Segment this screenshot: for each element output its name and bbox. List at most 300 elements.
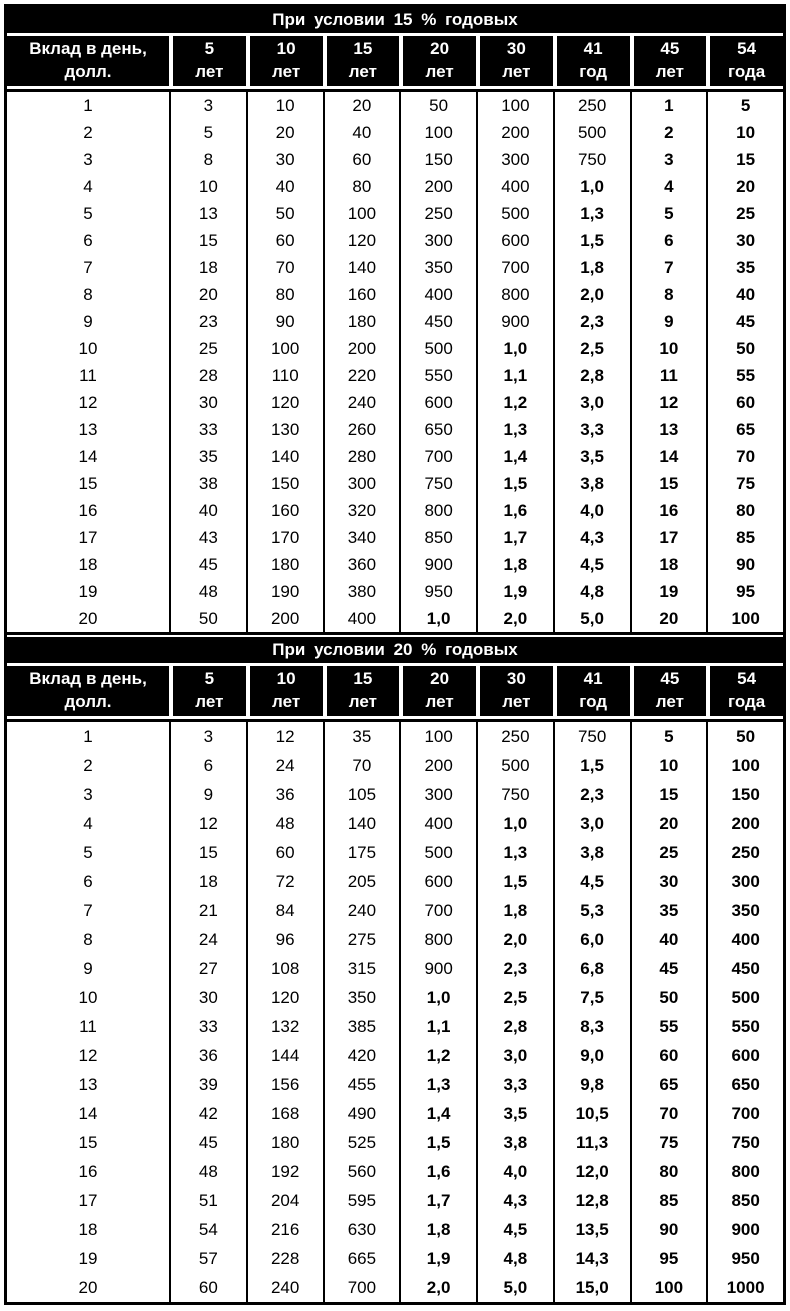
accumulated-sum-value: 57 (169, 1244, 246, 1273)
accumulated-sum-value: 2,3 (553, 780, 630, 809)
accumulated-sum-value: 220 (323, 362, 400, 389)
accumulated-sum-value: 500 (476, 200, 553, 227)
accumulated-sum-value: 1,0 (399, 605, 476, 632)
deposit-per-day-value: 3 (7, 146, 169, 173)
accumulated-sum-value: 100 (399, 119, 476, 146)
accumulated-sum-value: 12,8 (553, 1186, 630, 1215)
accumulated-sum-value: 45 (630, 954, 707, 983)
accumulated-sum-value: 7,5 (553, 983, 630, 1012)
accumulated-sum-value: 650 (399, 416, 476, 443)
accumulated-sum-value: 25 (630, 838, 707, 867)
year-column-header: 41 год (557, 36, 630, 86)
accumulated-sum-value: 5 (630, 722, 707, 751)
accumulated-sum-value: 1,2 (476, 389, 553, 416)
accumulated-sum-value: 500 (553, 119, 630, 146)
accumulated-sum-value: 13,5 (553, 1215, 630, 1244)
accumulated-sum-value: 13 (630, 416, 707, 443)
accumulated-sum-value: 1,1 (399, 1012, 476, 1041)
accumulated-sum-value: 39 (169, 1070, 246, 1099)
accumulated-sum-value: 1,5 (476, 470, 553, 497)
accumulated-sum-value: 750 (706, 1128, 783, 1157)
accumulated-sum-value: 6 (169, 751, 246, 780)
accumulated-sum-value: 3,0 (553, 389, 630, 416)
accumulated-sum-value: 750 (476, 780, 553, 809)
accumulated-sum-value: 315 (323, 954, 400, 983)
accumulated-sum-value: 33 (169, 416, 246, 443)
accumulated-sum-value: 5 (630, 200, 707, 227)
accumulated-sum-value: 9 (630, 308, 707, 335)
deposit-per-day-value: 12 (7, 389, 169, 416)
accumulated-sum-value: 85 (630, 1186, 707, 1215)
accumulated-sum-value: 900 (476, 308, 553, 335)
accumulated-sum-value: 600 (399, 389, 476, 416)
deposit-per-day-value: 17 (7, 1186, 169, 1215)
accumulated-sum-value: 280 (323, 443, 400, 470)
accumulated-sum-value: 320 (323, 497, 400, 524)
accumulated-sum-value: 132 (246, 1012, 323, 1041)
accumulated-sum-value: 6 (630, 227, 707, 254)
accumulated-sum-value: 3,5 (553, 443, 630, 470)
accumulated-sum-value: 2,0 (399, 1273, 476, 1302)
accumulated-sum-value: 750 (399, 470, 476, 497)
year-column-header: 45 лет (634, 666, 707, 716)
accumulated-sum-value: 205 (323, 867, 400, 896)
accumulated-sum-value: 3,0 (476, 1041, 553, 1070)
accumulated-sum-value: 4,3 (476, 1186, 553, 1215)
accumulated-sum-value: 12 (246, 722, 323, 751)
accumulated-sum-value: 36 (246, 780, 323, 809)
accumulated-sum-value: 4 (630, 173, 707, 200)
accumulated-sum-value: 900 (706, 1215, 783, 1244)
accumulated-sum-value: 50 (706, 335, 783, 362)
accumulated-sum-value: 2,0 (553, 281, 630, 308)
accumulated-sum-value: 2,5 (476, 983, 553, 1012)
accumulated-sum-value: 130 (246, 416, 323, 443)
deposit-per-day-value: 19 (7, 1244, 169, 1273)
deposit-per-day-value: 9 (7, 308, 169, 335)
accumulated-sum-value: 4,0 (553, 497, 630, 524)
accumulated-sum-value: 500 (399, 335, 476, 362)
deposit-per-day-value: 17 (7, 524, 169, 551)
deposit-column-header: Вклад в день, долл. (7, 666, 169, 716)
accumulated-sum-value: 1,7 (476, 524, 553, 551)
accumulated-sum-value: 100 (476, 92, 553, 119)
deposit-per-day-value: 6 (7, 227, 169, 254)
accumulated-sum-value: 80 (323, 173, 400, 200)
accumulated-sum-value: 15 (169, 838, 246, 867)
deposit-per-day-value: 2 (7, 119, 169, 146)
table-body-20 (7, 722, 783, 1302)
table-body-15 (7, 92, 783, 632)
accumulated-sum-value: 3,0 (553, 809, 630, 838)
accumulated-sum-value: 160 (323, 281, 400, 308)
accumulated-sum-value: 190 (246, 578, 323, 605)
accumulated-sum-value: 90 (246, 308, 323, 335)
accumulated-sum-value: 65 (630, 1070, 707, 1099)
accumulated-sum-value: 300 (476, 146, 553, 173)
accumulated-sum-value: 9 (169, 780, 246, 809)
accumulated-sum-value: 10 (246, 92, 323, 119)
accumulated-sum-value: 51 (169, 1186, 246, 1215)
accumulated-sum-value: 1,5 (553, 227, 630, 254)
deposit-column-header: Вклад в день, долл. (7, 36, 169, 86)
accumulated-sum-value: 5,3 (553, 896, 630, 925)
accumulated-sum-value: 84 (246, 896, 323, 925)
accumulated-sum-value: 15,0 (553, 1273, 630, 1302)
accumulated-sum-value: 35 (630, 896, 707, 925)
accumulated-sum-value: 400 (323, 605, 400, 632)
deposit-per-day-value: 5 (7, 200, 169, 227)
deposit-per-day-value: 5 (7, 838, 169, 867)
table-header-20 (7, 663, 783, 719)
deposit-per-day-value: 11 (7, 362, 169, 389)
accumulated-sum-value: 500 (706, 983, 783, 1012)
accumulated-sum-value: 30 (169, 389, 246, 416)
accumulated-sum-value: 240 (323, 896, 400, 925)
accumulated-sum-value: 40 (706, 281, 783, 308)
accumulated-sum-value: 550 (399, 362, 476, 389)
deposit-per-day-value: 4 (7, 173, 169, 200)
accumulated-sum-value: 4,8 (476, 1244, 553, 1273)
accumulated-sum-value: 380 (323, 578, 400, 605)
accumulated-sum-value: 95 (630, 1244, 707, 1273)
deposit-per-day-value: 10 (7, 983, 169, 1012)
accumulated-sum-value: 1 (630, 92, 707, 119)
accumulated-sum-value: 1,0 (399, 983, 476, 1012)
accumulated-sum-value: 28 (169, 362, 246, 389)
accumulated-sum-value: 105 (323, 780, 400, 809)
accumulated-sum-value: 15 (706, 146, 783, 173)
accumulated-sum-value: 250 (553, 92, 630, 119)
accumulated-sum-value: 11,3 (553, 1128, 630, 1157)
accumulated-sum-value: 80 (246, 281, 323, 308)
deposit-per-day-value: 4 (7, 809, 169, 838)
accumulated-sum-value: 100 (706, 605, 783, 632)
table-20-percent (7, 637, 783, 1302)
accumulated-sum-value: 200 (706, 809, 783, 838)
accumulated-sum-value: 2,0 (476, 925, 553, 954)
accumulated-sum-value: 4,3 (553, 524, 630, 551)
accumulated-sum-value: 42 (169, 1099, 246, 1128)
accumulated-sum-value: 900 (399, 954, 476, 983)
year-column-header: 5 лет (173, 666, 246, 716)
accumulated-sum-value: 550 (706, 1012, 783, 1041)
accumulated-sum-value: 144 (246, 1041, 323, 1070)
accumulated-sum-value: 1,3 (399, 1070, 476, 1099)
accumulated-sum-value: 19 (630, 578, 707, 605)
deposit-per-day-value: 8 (7, 925, 169, 954)
accumulated-sum-value: 48 (169, 1157, 246, 1186)
accumulated-sum-value: 17 (630, 524, 707, 551)
accumulated-sum-value: 1,5 (553, 751, 630, 780)
accumulated-sum-value: 700 (323, 1273, 400, 1302)
accumulated-sum-value: 100 (630, 1273, 707, 1302)
accumulated-sum-value: 360 (323, 551, 400, 578)
accumulated-sum-value: 180 (246, 551, 323, 578)
deposit-per-day-value: 11 (7, 1012, 169, 1041)
year-column-header: 54 года (710, 666, 783, 716)
accumulated-sum-value: 45 (169, 1128, 246, 1157)
accumulated-sum-value: 15 (169, 227, 246, 254)
accumulated-sum-value: 20 (630, 605, 707, 632)
accumulated-sum-value: 120 (246, 389, 323, 416)
accumulated-sum-value: 9,0 (553, 1041, 630, 1070)
year-column-header: 15 лет (327, 666, 400, 716)
accumulated-sum-value: 750 (553, 146, 630, 173)
accumulated-sum-value: 400 (399, 809, 476, 838)
deposit-per-day-value: 13 (7, 1070, 169, 1099)
accumulated-sum-value: 140 (323, 809, 400, 838)
accumulated-sum-value: 1,0 (476, 335, 553, 362)
accumulated-sum-value: 140 (323, 254, 400, 281)
accumulated-sum-value: 80 (630, 1157, 707, 1186)
accumulated-sum-value: 20 (169, 281, 246, 308)
accumulated-sum-value: 300 (706, 867, 783, 896)
accumulated-sum-value: 36 (169, 1041, 246, 1070)
accumulated-sum-value: 250 (706, 838, 783, 867)
deposit-per-day-value: 16 (7, 497, 169, 524)
accumulated-sum-value: 3,3 (553, 416, 630, 443)
accumulated-sum-value: 5,0 (553, 605, 630, 632)
accumulated-sum-value: 700 (476, 254, 553, 281)
accumulated-sum-value: 228 (246, 1244, 323, 1273)
accumulated-sum-value: 650 (706, 1070, 783, 1099)
accumulated-sum-value: 500 (476, 751, 553, 780)
accumulated-sum-value: 48 (246, 809, 323, 838)
deposit-per-day-value: 15 (7, 1128, 169, 1157)
accumulated-sum-value: 340 (323, 524, 400, 551)
accumulated-sum-value: 800 (399, 497, 476, 524)
accumulated-sum-value: 4,0 (476, 1157, 553, 1186)
accumulated-sum-value: 15 (630, 780, 707, 809)
accumulated-sum-value: 110 (246, 362, 323, 389)
deposit-per-day-value: 18 (7, 551, 169, 578)
accumulated-sum-value: 192 (246, 1157, 323, 1186)
accumulated-sum-value: 60 (706, 389, 783, 416)
accumulated-sum-value: 600 (399, 867, 476, 896)
year-column-header: 10 лет (250, 36, 323, 86)
accumulated-sum-value: 1,6 (399, 1157, 476, 1186)
accumulated-sum-value: 7 (630, 254, 707, 281)
accumulated-sum-value: 168 (246, 1099, 323, 1128)
table-header-15 (7, 33, 783, 89)
accumulated-sum-value: 5 (706, 92, 783, 119)
accumulated-sum-value: 14,3 (553, 1244, 630, 1273)
accumulated-sum-value: 18 (169, 867, 246, 896)
accumulated-sum-value: 180 (323, 308, 400, 335)
table-title-15: При условии 15 % годовых (7, 7, 783, 33)
accumulated-sum-value: 14 (630, 443, 707, 470)
accumulated-sum-value: 4,5 (553, 551, 630, 578)
accumulated-sum-value: 700 (399, 896, 476, 925)
accumulated-sum-value: 300 (323, 470, 400, 497)
accumulated-sum-value: 170 (246, 524, 323, 551)
accumulated-sum-value: 1,8 (399, 1215, 476, 1244)
accumulated-sum-value: 800 (399, 925, 476, 954)
accumulated-sum-value: 96 (246, 925, 323, 954)
accumulated-sum-value: 350 (399, 254, 476, 281)
year-column-header: 41 год (557, 666, 630, 716)
accumulated-sum-value: 70 (323, 751, 400, 780)
accumulated-sum-value: 13 (169, 200, 246, 227)
accumulated-sum-value: 600 (706, 1041, 783, 1070)
accumulated-sum-value: 200 (476, 119, 553, 146)
deposit-per-day-value: 8 (7, 281, 169, 308)
accumulated-sum-value: 23 (169, 308, 246, 335)
accumulated-sum-value: 55 (706, 362, 783, 389)
accumulated-sum-value: 385 (323, 1012, 400, 1041)
deposit-per-day-value: 20 (7, 605, 169, 632)
accumulated-sum-value: 90 (630, 1215, 707, 1244)
accumulated-sum-value: 6,0 (553, 925, 630, 954)
deposit-per-day-value: 3 (7, 780, 169, 809)
year-column-header: 15 лет (327, 36, 400, 86)
accumulated-sum-value: 450 (706, 954, 783, 983)
accumulated-sum-value: 1,8 (476, 896, 553, 925)
accumulated-sum-value: 3 (169, 722, 246, 751)
accumulated-sum-value: 27 (169, 954, 246, 983)
accumulated-sum-value: 1,7 (399, 1186, 476, 1215)
deposit-per-day-value: 2 (7, 751, 169, 780)
accumulated-sum-value: 100 (323, 200, 400, 227)
accumulated-sum-value: 20 (246, 119, 323, 146)
accumulated-sum-value: 15 (630, 470, 707, 497)
accumulated-sum-value: 30 (169, 983, 246, 1012)
accumulated-sum-value: 60 (630, 1041, 707, 1070)
accumulated-sum-value: 16 (630, 497, 707, 524)
deposit-per-day-value: 14 (7, 443, 169, 470)
deposit-per-day-value: 15 (7, 470, 169, 497)
accumulated-sum-value: 40 (323, 119, 400, 146)
accumulated-sum-value: 525 (323, 1128, 400, 1157)
deposit-per-day-value: 20 (7, 1273, 169, 1302)
accumulated-sum-value: 18 (169, 254, 246, 281)
accumulated-sum-value: 8 (169, 146, 246, 173)
accumulated-sum-value: 5,0 (476, 1273, 553, 1302)
deposit-per-day-value: 7 (7, 896, 169, 925)
accumulated-sum-value: 60 (246, 838, 323, 867)
accumulated-sum-value: 2 (630, 119, 707, 146)
accumulated-sum-value: 156 (246, 1070, 323, 1099)
accumulated-sum-value: 3,5 (476, 1099, 553, 1128)
accumulated-sum-value: 400 (476, 173, 553, 200)
accumulated-sum-value: 180 (246, 1128, 323, 1157)
accumulated-sum-value: 8 (630, 281, 707, 308)
accumulated-sum-value: 1,1 (476, 362, 553, 389)
accumulated-sum-value: 1,4 (476, 443, 553, 470)
accumulated-sum-value: 11 (630, 362, 707, 389)
accumulated-sum-value: 100 (706, 751, 783, 780)
accumulated-sum-value: 25 (706, 200, 783, 227)
accumulated-sum-value: 3 (630, 146, 707, 173)
deposit-per-day-value: 1 (7, 92, 169, 119)
accumulated-sum-value: 35 (706, 254, 783, 281)
accumulated-sum-value: 150 (706, 780, 783, 809)
deposit-per-day-value: 13 (7, 416, 169, 443)
accumulated-sum-value: 1000 (706, 1273, 783, 1302)
accumulated-sum-value: 1,9 (476, 578, 553, 605)
accumulated-sum-value: 48 (169, 578, 246, 605)
accumulated-sum-value: 140 (246, 443, 323, 470)
accumulated-sum-value: 100 (399, 722, 476, 751)
accumulated-sum-value: 1,9 (399, 1244, 476, 1273)
accumulated-sum-value: 1,8 (476, 551, 553, 578)
year-column-header: 10 лет (250, 666, 323, 716)
accumulated-sum-value: 10 (630, 751, 707, 780)
accumulated-sum-value: 160 (246, 497, 323, 524)
accumulated-sum-value: 595 (323, 1186, 400, 1215)
accumulated-sum-value: 800 (476, 281, 553, 308)
accumulated-sum-value: 10 (630, 335, 707, 362)
accumulated-sum-value: 9,8 (553, 1070, 630, 1099)
accumulated-sum-value: 100 (246, 335, 323, 362)
accumulated-sum-value: 50 (246, 200, 323, 227)
accumulated-sum-value: 455 (323, 1070, 400, 1099)
accumulated-sum-value: 5 (169, 119, 246, 146)
accumulated-sum-value: 1,3 (476, 838, 553, 867)
accumulated-sum-value: 40 (169, 497, 246, 524)
accumulated-sum-value: 950 (399, 578, 476, 605)
accumulated-sum-value: 1,5 (399, 1128, 476, 1157)
accumulated-sum-value: 21 (169, 896, 246, 925)
deposit-per-day-value: 16 (7, 1157, 169, 1186)
accumulated-sum-value: 120 (323, 227, 400, 254)
accumulated-sum-value: 20 (706, 173, 783, 200)
year-column-header: 30 лет (480, 666, 553, 716)
accumulated-sum-value: 240 (246, 1273, 323, 1302)
accumulated-sum-value: 850 (706, 1186, 783, 1215)
accumulated-sum-value: 350 (323, 983, 400, 1012)
accumulated-sum-value: 3 (169, 92, 246, 119)
year-column-header: 54 года (710, 36, 783, 86)
accumulated-sum-value: 30 (706, 227, 783, 254)
accumulated-sum-value: 90 (706, 551, 783, 578)
accumulated-sum-value: 12,0 (553, 1157, 630, 1186)
year-column-header: 45 лет (634, 36, 707, 86)
accumulated-sum-value: 30 (630, 867, 707, 896)
accumulated-sum-value: 1,3 (553, 200, 630, 227)
accumulated-sum-value: 500 (399, 838, 476, 867)
accumulated-sum-value: 85 (706, 524, 783, 551)
accumulated-sum-value: 700 (706, 1099, 783, 1128)
accumulated-sum-value: 6,8 (553, 954, 630, 983)
accumulated-sum-value: 60 (169, 1273, 246, 1302)
accumulated-sum-value: 70 (246, 254, 323, 281)
deposit-per-day-value: 9 (7, 954, 169, 983)
accumulated-sum-value: 2,5 (553, 335, 630, 362)
accumulated-sum-value: 50 (399, 92, 476, 119)
accumulated-sum-value: 2,8 (553, 362, 630, 389)
accumulated-sum-value: 45 (706, 308, 783, 335)
accumulated-sum-value: 55 (630, 1012, 707, 1041)
accumulated-sum-value: 40 (246, 173, 323, 200)
deposit-per-day-value: 18 (7, 1215, 169, 1244)
accumulated-sum-value: 50 (706, 722, 783, 751)
accumulated-sum-value: 72 (246, 867, 323, 896)
accumulated-sum-value: 4,5 (476, 1215, 553, 1244)
accumulated-sum-value: 30 (246, 146, 323, 173)
year-column-header: 5 лет (173, 36, 246, 86)
accumulated-sum-value: 75 (706, 470, 783, 497)
compound-interest-tables-page (4, 4, 786, 1305)
deposit-per-day-value: 14 (7, 1099, 169, 1128)
accumulated-sum-value: 400 (399, 281, 476, 308)
accumulated-sum-value: 18 (630, 551, 707, 578)
accumulated-sum-value: 4,8 (553, 578, 630, 605)
accumulated-sum-value: 24 (246, 751, 323, 780)
deposit-per-day-value: 6 (7, 867, 169, 896)
accumulated-sum-value: 420 (323, 1041, 400, 1070)
